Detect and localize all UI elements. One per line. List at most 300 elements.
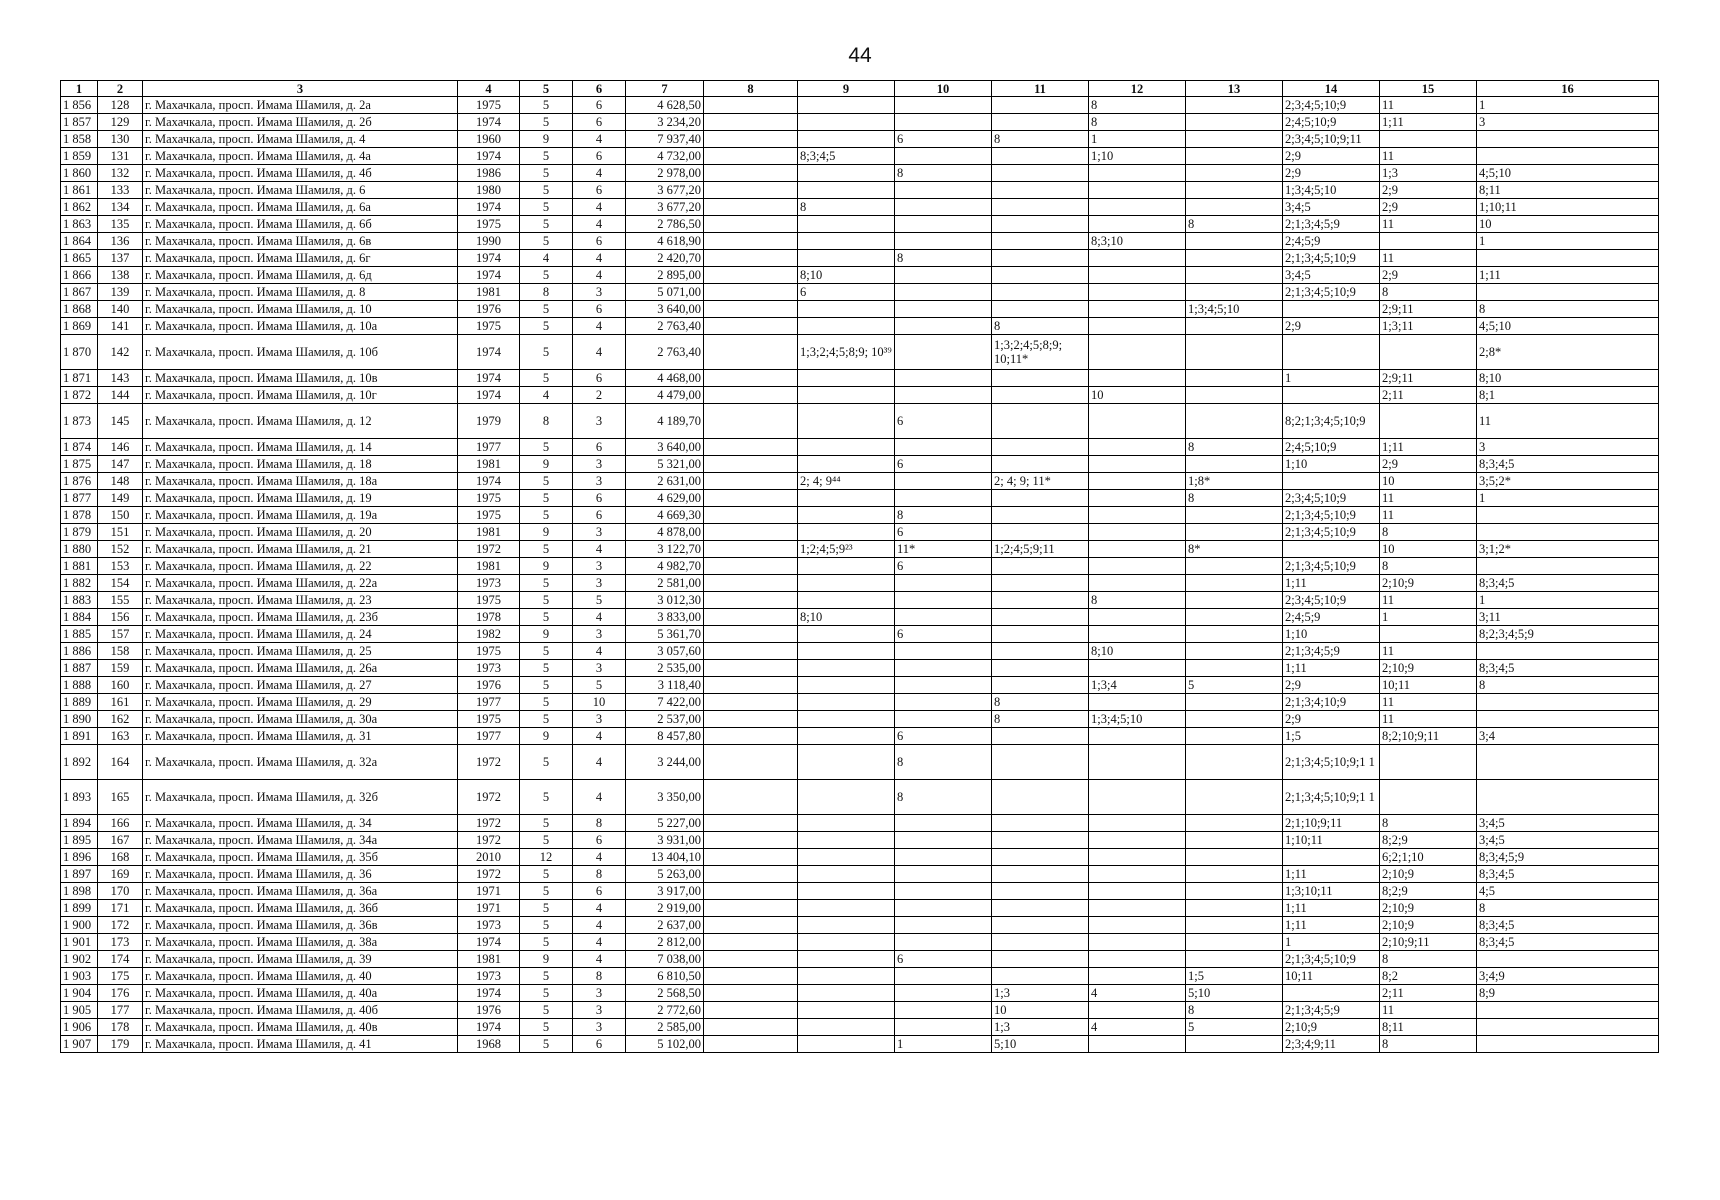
table-cell-col-10 <box>895 97 992 114</box>
table-cell-col-3: г. Махачкала, просп. Имама Шамиля, д. 6г <box>143 250 458 267</box>
table-cell-col-11 <box>992 182 1089 199</box>
table-cell-col-7: 13 404,10 <box>626 849 704 866</box>
table-cell-col-15: 2;9 <box>1380 456 1477 473</box>
table-cell-col-13: 5;10 <box>1186 985 1283 1002</box>
table-cell-col-12 <box>1089 439 1186 456</box>
table-cell-col-10 <box>895 370 992 387</box>
table-cell-col-5: 5 <box>520 490 573 507</box>
table-cell-col-3: г. Махачкала, просп. Имама Шамиля, д. 40в <box>143 1019 458 1036</box>
table-cell-col-11 <box>992 114 1089 131</box>
table-cell-col-2: 147 <box>98 456 143 473</box>
table-cell-col-11 <box>992 301 1089 318</box>
table-cell-col-4: 1977 <box>458 728 520 745</box>
table-cell-col-2: 145 <box>98 404 143 439</box>
table-cell-col-7: 4 468,00 <box>626 370 704 387</box>
table-cell-col-4: 1973 <box>458 917 520 934</box>
table-cell-col-3: г. Махачкала, просп. Имама Шамиля, д. 19 <box>143 490 458 507</box>
table-row <box>61 439 1659 456</box>
table-cell-col-5: 5 <box>520 677 573 694</box>
table-cell-col-1: 1 895 <box>61 832 98 849</box>
table-cell-col-2: 164 <box>98 745 143 780</box>
table-row <box>61 866 1659 883</box>
table-cell-col-13 <box>1186 131 1283 148</box>
table-cell-col-12 <box>1089 866 1186 883</box>
table-cell-col-5: 5 <box>520 609 573 626</box>
table-cell-col-3: г. Махачкала, просп. Имама Шамиля, д. 22 <box>143 558 458 575</box>
table-cell-col-9 <box>798 592 895 609</box>
table-cell-col-1: 1 893 <box>61 780 98 815</box>
table-cell-col-13: 8 <box>1186 490 1283 507</box>
table-cell-col-12 <box>1089 660 1186 677</box>
table-row <box>61 711 1659 728</box>
table-cell-col-16: 3;4;5 <box>1477 832 1659 849</box>
table-cell-col-14: 3;4;5 <box>1283 267 1380 284</box>
table-cell-col-12 <box>1089 728 1186 745</box>
table-cell-col-10: 6 <box>895 558 992 575</box>
table-cell-col-3: г. Махачкала, просп. Имама Шамиля, д. 10б <box>143 335 458 370</box>
table-cell-col-8 <box>704 250 798 267</box>
table-cell-col-5: 9 <box>520 524 573 541</box>
table-row <box>61 609 1659 626</box>
table-cell-col-15: 11 <box>1380 592 1477 609</box>
table-cell-col-9 <box>798 815 895 832</box>
table-cell-col-16 <box>1477 745 1659 780</box>
column-header-3: 3 <box>143 81 458 97</box>
table-row <box>61 660 1659 677</box>
table-cell-col-12 <box>1089 250 1186 267</box>
table-cell-col-9 <box>798 318 895 335</box>
table-cell-col-1: 1 865 <box>61 250 98 267</box>
table-cell-col-5: 5 <box>520 318 573 335</box>
column-header-8: 8 <box>704 81 798 97</box>
column-header-9: 9 <box>798 81 895 97</box>
table-cell-col-7: 3 057,60 <box>626 643 704 660</box>
table-cell-col-10 <box>895 301 992 318</box>
table-cell-col-16 <box>1477 250 1659 267</box>
table-cell-col-13 <box>1186 643 1283 660</box>
table-cell-col-2: 149 <box>98 490 143 507</box>
table-cell-col-1: 1 874 <box>61 439 98 456</box>
table-cell-col-15: 2;10;9 <box>1380 660 1477 677</box>
table-cell-col-2: 152 <box>98 541 143 558</box>
table-cell-col-10 <box>895 284 992 301</box>
table-cell-col-8 <box>704 558 798 575</box>
table-cell-col-8 <box>704 114 798 131</box>
table-cell-col-10 <box>895 900 992 917</box>
table-cell-col-4: 1974 <box>458 387 520 404</box>
table-cell-col-9: 8 <box>798 199 895 216</box>
table-cell-col-10: 8 <box>895 745 992 780</box>
table-cell-col-1: 1 903 <box>61 968 98 985</box>
table-cell-col-1: 1 861 <box>61 182 98 199</box>
table-row <box>61 832 1659 849</box>
table-cell-col-5: 5 <box>520 301 573 318</box>
table-cell-col-10: 6 <box>895 951 992 968</box>
table-cell-col-13 <box>1186 507 1283 524</box>
table-cell-col-8 <box>704 1036 798 1053</box>
table-cell-col-7: 2 763,40 <box>626 335 704 370</box>
table-cell-col-2: 155 <box>98 592 143 609</box>
table-cell-col-8 <box>704 866 798 883</box>
table-cell-col-9: 1;2;4;5;9²³ <box>798 541 895 558</box>
table-cell-col-14: 1;11 <box>1283 900 1380 917</box>
table-cell-col-6: 4 <box>573 267 626 284</box>
column-header-15: 15 <box>1380 81 1477 97</box>
table-cell-col-12 <box>1089 951 1186 968</box>
table-cell-col-6: 3 <box>573 575 626 592</box>
table-cell-col-10 <box>895 575 992 592</box>
table-cell-col-12 <box>1089 832 1186 849</box>
table-cell-col-4: 1975 <box>458 507 520 524</box>
table-cell-col-11: 2; 4; 9; 11* <box>992 473 1089 490</box>
table-cell-col-3: г. Махачкала, просп. Имама Шамиля, д. 4б <box>143 165 458 182</box>
table-cell-col-10 <box>895 267 992 284</box>
table-cell-col-16: 8;3;4;5 <box>1477 575 1659 592</box>
table-cell-col-14: 1;11 <box>1283 866 1380 883</box>
table-row <box>61 148 1659 165</box>
table-cell-col-5: 9 <box>520 951 573 968</box>
table-cell-col-2: 142 <box>98 335 143 370</box>
table-cell-col-1: 1 886 <box>61 643 98 660</box>
table-cell-col-15: 1;11 <box>1380 114 1477 131</box>
table-cell-col-4: 1975 <box>458 216 520 233</box>
table-cell-col-15: 10 <box>1380 541 1477 558</box>
table-cell-col-4: 1975 <box>458 490 520 507</box>
table-cell-col-9: 2; 4; 9⁴⁴ <box>798 473 895 490</box>
table-cell-col-13: 1;5 <box>1186 968 1283 985</box>
table-cell-col-15 <box>1380 404 1477 439</box>
table-cell-col-14: 1;11 <box>1283 575 1380 592</box>
table-cell-col-1: 1 906 <box>61 1019 98 1036</box>
table-cell-col-8 <box>704 934 798 951</box>
table-cell-col-12 <box>1089 335 1186 370</box>
table-cell-col-8 <box>704 148 798 165</box>
table-cell-col-10: 11* <box>895 541 992 558</box>
table-cell-col-3: г. Махачкала, просп. Имама Шамиля, д. 6б <box>143 216 458 233</box>
table-cell-col-1: 1 894 <box>61 815 98 832</box>
table-cell-col-5: 5 <box>520 575 573 592</box>
column-header-10: 10 <box>895 81 992 97</box>
table-cell-col-9 <box>798 934 895 951</box>
table-cell-col-5: 5 <box>520 1002 573 1019</box>
table-cell-col-10: 6 <box>895 728 992 745</box>
table-cell-col-16: 8;1 <box>1477 387 1659 404</box>
table-row <box>61 182 1659 199</box>
table-cell-col-5: 5 <box>520 267 573 284</box>
table-cell-col-9 <box>798 1036 895 1053</box>
table-cell-col-13: 5 <box>1186 677 1283 694</box>
table-cell-col-12 <box>1089 575 1186 592</box>
table-cell-col-3: г. Махачкала, просп. Имама Шамиля, д. 12 <box>143 404 458 439</box>
table-cell-col-7: 2 420,70 <box>626 250 704 267</box>
table-cell-col-16 <box>1477 1002 1659 1019</box>
table-cell-col-1: 1 899 <box>61 900 98 917</box>
table-cell-col-10 <box>895 660 992 677</box>
table-cell-col-11 <box>992 456 1089 473</box>
table-cell-col-15: 1 <box>1380 609 1477 626</box>
table-cell-col-8 <box>704 456 798 473</box>
table-cell-col-11 <box>992 558 1089 575</box>
table-cell-col-10 <box>895 216 992 233</box>
table-cell-col-9: 8;3;4;5 <box>798 148 895 165</box>
table-cell-col-16: 3;4 <box>1477 728 1659 745</box>
table-cell-col-5: 5 <box>520 592 573 609</box>
table-cell-col-16: 3 <box>1477 114 1659 131</box>
table-cell-col-12 <box>1089 626 1186 643</box>
table-cell-col-11 <box>992 951 1089 968</box>
table-cell-col-12 <box>1089 1002 1186 1019</box>
table-cell-col-9 <box>798 728 895 745</box>
table-cell-col-4: 1981 <box>458 951 520 968</box>
table-cell-col-10 <box>895 592 992 609</box>
table-cell-col-12 <box>1089 199 1186 216</box>
table-cell-col-8 <box>704 507 798 524</box>
table-cell-col-4: 1975 <box>458 318 520 335</box>
table-cell-col-3: г. Махачкала, просп. Имама Шамиля, д. 10а <box>143 318 458 335</box>
table-cell-col-15: 8 <box>1380 524 1477 541</box>
table-cell-col-15: 2;9;11 <box>1380 370 1477 387</box>
table-cell-col-7: 3 640,00 <box>626 301 704 318</box>
table-cell-col-16: 8;10 <box>1477 370 1659 387</box>
table-cell-col-7: 2 919,00 <box>626 900 704 917</box>
table-cell-col-16: 1 <box>1477 233 1659 250</box>
table-cell-col-9: 1;3;2;4;5;8;9; 10³⁹ <box>798 335 895 370</box>
table-cell-col-10 <box>895 832 992 849</box>
table-cell-col-4: 1975 <box>458 97 520 114</box>
table-cell-col-8 <box>704 370 798 387</box>
table-cell-col-15: 8 <box>1380 284 1477 301</box>
table-cell-col-7: 4 732,00 <box>626 148 704 165</box>
table-cell-col-6: 6 <box>573 114 626 131</box>
table-cell-col-16: 10 <box>1477 216 1659 233</box>
table-cell-col-1: 1 859 <box>61 148 98 165</box>
table-cell-col-13 <box>1186 609 1283 626</box>
table-cell-col-1: 1 875 <box>61 456 98 473</box>
table-cell-col-2: 158 <box>98 643 143 660</box>
table-row <box>61 370 1659 387</box>
table-cell-col-8 <box>704 643 798 660</box>
table-cell-col-6: 4 <box>573 335 626 370</box>
table-row <box>61 849 1659 866</box>
table-cell-col-9 <box>798 780 895 815</box>
table-cell-col-7: 4 618,90 <box>626 233 704 250</box>
table-cell-col-3: г. Махачкала, просп. Имама Шамиля, д. 35б <box>143 849 458 866</box>
table-cell-col-2: 166 <box>98 815 143 832</box>
table-cell-col-6: 4 <box>573 131 626 148</box>
table-cell-col-3: г. Махачкала, просп. Имама Шамиля, д. 21 <box>143 541 458 558</box>
table-cell-col-2: 135 <box>98 216 143 233</box>
table-cell-col-11 <box>992 250 1089 267</box>
table-cell-col-4: 1990 <box>458 233 520 250</box>
table-row <box>61 216 1659 233</box>
table-cell-col-6: 6 <box>573 370 626 387</box>
table-cell-col-2: 176 <box>98 985 143 1002</box>
table-cell-col-12: 8 <box>1089 114 1186 131</box>
table-cell-col-1: 1 883 <box>61 592 98 609</box>
table-cell-col-12 <box>1089 883 1186 900</box>
table-cell-col-4: 1980 <box>458 182 520 199</box>
table-cell-col-2: 133 <box>98 182 143 199</box>
table-cell-col-4: 1971 <box>458 900 520 917</box>
column-header-5: 5 <box>520 81 573 97</box>
table-cell-col-16: 3;1;2* <box>1477 541 1659 558</box>
table-row <box>61 473 1659 490</box>
table-cell-col-13 <box>1186 267 1283 284</box>
table-cell-col-15: 2;10;9 <box>1380 900 1477 917</box>
table-cell-col-7: 2 772,60 <box>626 1002 704 1019</box>
table-cell-col-12: 8;3;10 <box>1089 233 1186 250</box>
table-cell-col-6: 3 <box>573 284 626 301</box>
table-cell-col-5: 5 <box>520 182 573 199</box>
table-cell-col-8 <box>704 728 798 745</box>
table-cell-col-4: 1976 <box>458 1002 520 1019</box>
table-cell-col-14: 2;1;3;4;5;10;9 <box>1283 558 1380 575</box>
table-cell-col-16: 8 <box>1477 900 1659 917</box>
table-cell-col-5: 4 <box>520 387 573 404</box>
table-cell-col-7: 4 982,70 <box>626 558 704 575</box>
table-cell-col-9 <box>798 575 895 592</box>
table-cell-col-11 <box>992 439 1089 456</box>
table-cell-col-6: 4 <box>573 780 626 815</box>
table-cell-col-8 <box>704 233 798 250</box>
table-cell-col-12: 10 <box>1089 387 1186 404</box>
table-cell-col-10: 8 <box>895 165 992 182</box>
table-cell-col-6: 3 <box>573 1019 626 1036</box>
table-cell-col-1: 1 876 <box>61 473 98 490</box>
table-cell-col-6: 3 <box>573 404 626 439</box>
table-cell-col-9 <box>798 626 895 643</box>
table-cell-col-2: 157 <box>98 626 143 643</box>
table-cell-col-4: 1974 <box>458 199 520 216</box>
table-cell-col-7: 3 917,00 <box>626 883 704 900</box>
table-cell-col-9 <box>798 97 895 114</box>
table-cell-col-11 <box>992 165 1089 182</box>
table-cell-col-6: 3 <box>573 473 626 490</box>
table-cell-col-8 <box>704 404 798 439</box>
table-cell-col-1: 1 900 <box>61 917 98 934</box>
table-cell-col-10 <box>895 917 992 934</box>
table-cell-col-6: 4 <box>573 250 626 267</box>
table-cell-col-11 <box>992 284 1089 301</box>
table-cell-col-13: 8* <box>1186 541 1283 558</box>
table-cell-col-1: 1 897 <box>61 866 98 883</box>
table-cell-col-6: 10 <box>573 694 626 711</box>
table-cell-col-9 <box>798 250 895 267</box>
table-cell-col-13 <box>1186 900 1283 917</box>
table-cell-col-12 <box>1089 404 1186 439</box>
table-cell-col-5: 5 <box>520 233 573 250</box>
table-cell-col-5: 5 <box>520 968 573 985</box>
table-cell-col-5: 5 <box>520 148 573 165</box>
table-cell-col-5: 5 <box>520 216 573 233</box>
table-cell-col-6: 4 <box>573 849 626 866</box>
table-cell-col-13: 1;3;4;5;10 <box>1186 301 1283 318</box>
table-cell-col-16 <box>1477 131 1659 148</box>
table-cell-col-4: 1976 <box>458 677 520 694</box>
table-cell-col-3: г. Махачкала, просп. Имама Шамиля, д. 20 <box>143 524 458 541</box>
table-cell-col-15 <box>1380 745 1477 780</box>
table-cell-col-10 <box>895 490 992 507</box>
table-cell-col-5: 5 <box>520 900 573 917</box>
table-cell-col-12 <box>1089 284 1186 301</box>
table-row <box>61 694 1659 711</box>
table-cell-col-2: 163 <box>98 728 143 745</box>
table-cell-col-6: 6 <box>573 148 626 165</box>
table-cell-col-13 <box>1186 182 1283 199</box>
table-cell-col-9 <box>798 849 895 866</box>
table-cell-col-10 <box>895 1002 992 1019</box>
table-cell-col-8 <box>704 301 798 318</box>
column-header-14: 14 <box>1283 81 1380 97</box>
table-cell-col-14: 2;1;3;4;5;10;9 <box>1283 284 1380 301</box>
table-cell-col-10: 6 <box>895 131 992 148</box>
column-header-16: 16 <box>1477 81 1659 97</box>
table-cell-col-14: 1;3;4;5;10 <box>1283 182 1380 199</box>
table-cell-col-11: 1;3 <box>992 1019 1089 1036</box>
table-cell-col-13 <box>1186 694 1283 711</box>
table-cell-col-2: 150 <box>98 507 143 524</box>
table-row <box>61 456 1659 473</box>
table-cell-col-2: 136 <box>98 233 143 250</box>
table-cell-col-1: 1 857 <box>61 114 98 131</box>
table-cell-col-16: 3;4;9 <box>1477 968 1659 985</box>
table-cell-col-9 <box>798 917 895 934</box>
table-cell-col-16: 8;11 <box>1477 182 1659 199</box>
table-cell-col-16: 1;11 <box>1477 267 1659 284</box>
table-cell-col-8 <box>704 677 798 694</box>
table-cell-col-14: 2;9 <box>1283 711 1380 728</box>
table-cell-col-6: 6 <box>573 507 626 524</box>
table-cell-col-7: 2 763,40 <box>626 318 704 335</box>
table-cell-col-2: 177 <box>98 1002 143 1019</box>
table-cell-col-5: 5 <box>520 883 573 900</box>
table-cell-col-10: 6 <box>895 404 992 439</box>
table-cell-col-14: 2;9 <box>1283 318 1380 335</box>
table-cell-col-3: г. Махачкала, просп. Имама Шамиля, д. 25 <box>143 643 458 660</box>
table-cell-col-2: 137 <box>98 250 143 267</box>
table-cell-col-10 <box>895 148 992 165</box>
table-cell-col-11 <box>992 883 1089 900</box>
table-cell-col-15: 11 <box>1380 1002 1477 1019</box>
table-cell-col-1: 1 880 <box>61 541 98 558</box>
table-cell-col-9 <box>798 900 895 917</box>
table-cell-col-8 <box>704 609 798 626</box>
table-cell-col-5: 5 <box>520 832 573 849</box>
table-cell-col-12 <box>1089 917 1186 934</box>
table-cell-col-7: 3 350,00 <box>626 780 704 815</box>
table-cell-col-15: 11 <box>1380 148 1477 165</box>
table-cell-col-6: 6 <box>573 233 626 250</box>
table-cell-col-3: г. Махачкала, просп. Имама Шамиля, д. 22а <box>143 575 458 592</box>
table-cell-col-3: г. Махачкала, просп. Имама Шамиля, д. 2б <box>143 114 458 131</box>
table-cell-col-1: 1 856 <box>61 97 98 114</box>
table-cell-col-8 <box>704 985 798 1002</box>
table-cell-col-11 <box>992 524 1089 541</box>
table-cell-col-14: 10;11 <box>1283 968 1380 985</box>
table-cell-col-7: 5 071,00 <box>626 284 704 301</box>
table-cell-col-8 <box>704 284 798 301</box>
table-cell-col-5: 9 <box>520 558 573 575</box>
table-cell-col-15: 8;2;10;9;11 <box>1380 728 1477 745</box>
table-row <box>61 985 1659 1002</box>
table-cell-col-2: 167 <box>98 832 143 849</box>
table-cell-col-13 <box>1186 335 1283 370</box>
table-cell-col-10 <box>895 473 992 490</box>
table-cell-col-12 <box>1089 182 1186 199</box>
table-cell-col-4: 1974 <box>458 985 520 1002</box>
table-cell-col-13 <box>1186 934 1283 951</box>
table-cell-col-1: 1 858 <box>61 131 98 148</box>
